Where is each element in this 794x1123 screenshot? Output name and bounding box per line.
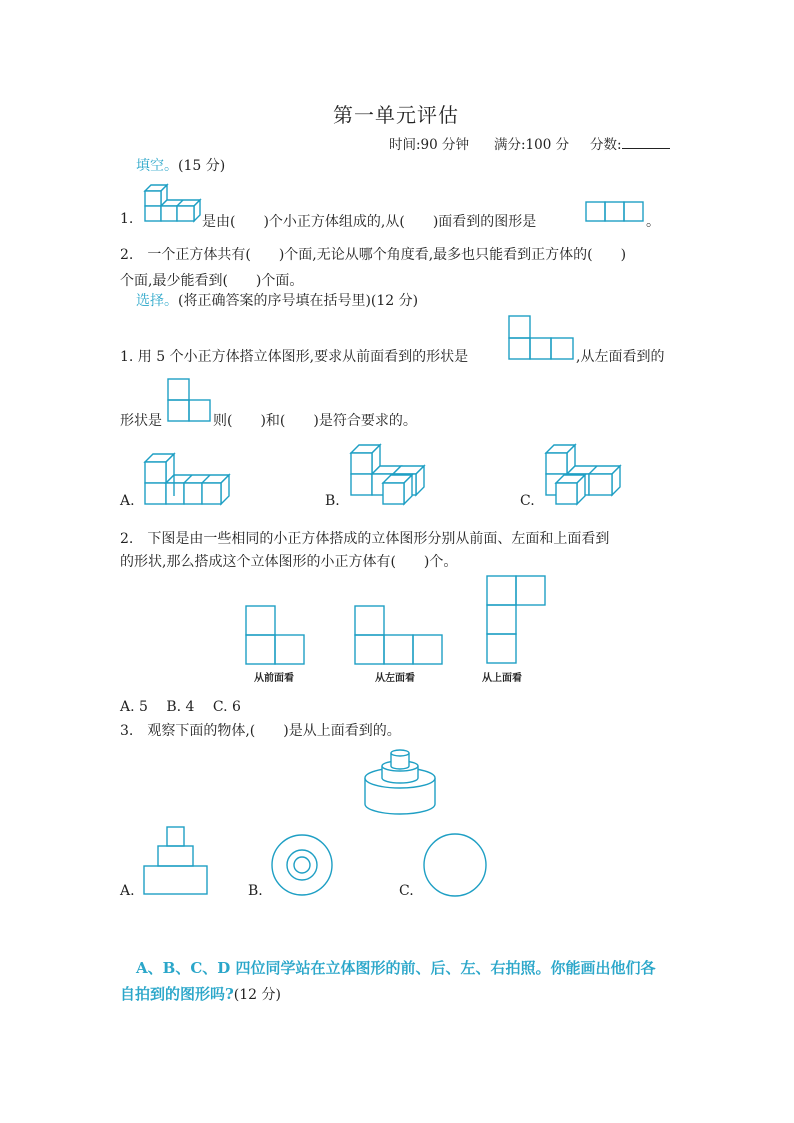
choice-q1-left-view-figure — [168, 379, 212, 423]
choice-q1-line2-b: 则( )和( )是符合要求的。 — [213, 413, 417, 429]
section-fill-points: (15 分) — [178, 158, 226, 174]
exam-full-score: 满分:100 分 — [494, 137, 570, 153]
exam-score-label: 分数: — [590, 137, 622, 153]
choice-q3-option-c-figure — [422, 832, 488, 898]
choice-q3-option-a[interactable]: A. — [120, 883, 135, 899]
choice-q2-caption-front: 从前面看 — [254, 673, 294, 684]
choice-q2-caption-left: 从左面看 — [375, 673, 415, 684]
choice-q1-option-c[interactable]: C. — [520, 493, 535, 509]
section-fill-label: 填空。 — [136, 158, 178, 174]
fill-q1-cube-figure — [143, 182, 203, 224]
fill-q1-number: 1. — [120, 211, 134, 227]
section-choice-heading — [136, 290, 418, 310]
choice-q1-option-c-figure — [544, 443, 624, 508]
exam-score — [590, 133, 670, 153]
choice-q3-object-figure — [364, 748, 436, 818]
choice-q1-option-a-figure — [143, 452, 233, 507]
choice-q3-option-c[interactable]: C. — [399, 883, 414, 899]
choice-q2-front-view-figure — [245, 605, 307, 665]
choice-q1-front-view-figure — [509, 316, 575, 360]
choice-q2-options[interactable]: A. 5 B. 4 C. 6 — [120, 699, 241, 715]
choice-q2-line1: 2. 下图是由一些相同的小正方体搭成的立体图形分别从前面、左面和上面看到 — [120, 531, 610, 547]
section-choice-points: (将正确答案的序号填在括号里)(12 分) — [178, 293, 419, 309]
choice-q1-option-a[interactable]: A. — [120, 493, 135, 509]
choice-q1-line1-end: ,从左面看到的 — [576, 349, 665, 365]
fill-q1-end: 。 — [646, 214, 660, 230]
choice-q2-line2: 的形状,那么搭成这个立体图形的小正方体有( )个。 — [120, 554, 458, 570]
page-title: 第一单元评估 — [333, 103, 459, 127]
section-draw-points: (12 分) — [233, 987, 281, 1003]
choice-q1-line1: 1. 用 5 个小正方体搭立体图形,要求从前面看到的形状是 — [120, 349, 469, 365]
choice-q3-option-a-figure — [143, 826, 209, 896]
choice-q3-line: 3. 观察下面的物体,( )是从上面看到的。 — [120, 723, 401, 739]
section-fill-heading — [136, 155, 225, 175]
section-choice-label: 选择。 — [136, 293, 178, 309]
choice-q2-left-view-figure — [354, 605, 446, 665]
choice-q2-top-view-figure — [486, 575, 548, 665]
choice-q1-option-b-figure — [349, 443, 429, 508]
choice-q1-line2-a: 形状是 — [120, 413, 162, 429]
choice-q2-caption-top: 从上面看 — [482, 673, 522, 684]
score-blank[interactable] — [622, 136, 670, 149]
fill-q1-view-figure — [586, 202, 644, 222]
section-draw-line2-text: 自拍到的图形吗? — [120, 985, 234, 1003]
fill-q2-line1: 2. 一个正方体共有( )个面,无论从哪个角度看,最多也只能看到正方体的( ) — [120, 247, 627, 263]
fill-q1-text: 是由( )个小正方体组成的,从( )面看到的图形是 — [202, 214, 537, 230]
section-draw-line1: A、B、C、D 四位同学站在立体图形的前、后、左、右拍照。你能画出他们各 — [136, 959, 656, 977]
choice-q1-option-b[interactable]: B. — [325, 493, 340, 509]
section-draw-line2 — [120, 983, 281, 1004]
choice-q3-option-b-figure — [270, 833, 334, 897]
exam-time: 时间:90 分钟 — [389, 137, 470, 153]
fill-q2-line2: 个面,最少能看到( )个面。 — [120, 273, 304, 289]
choice-q3-option-b[interactable]: B. — [248, 883, 263, 899]
